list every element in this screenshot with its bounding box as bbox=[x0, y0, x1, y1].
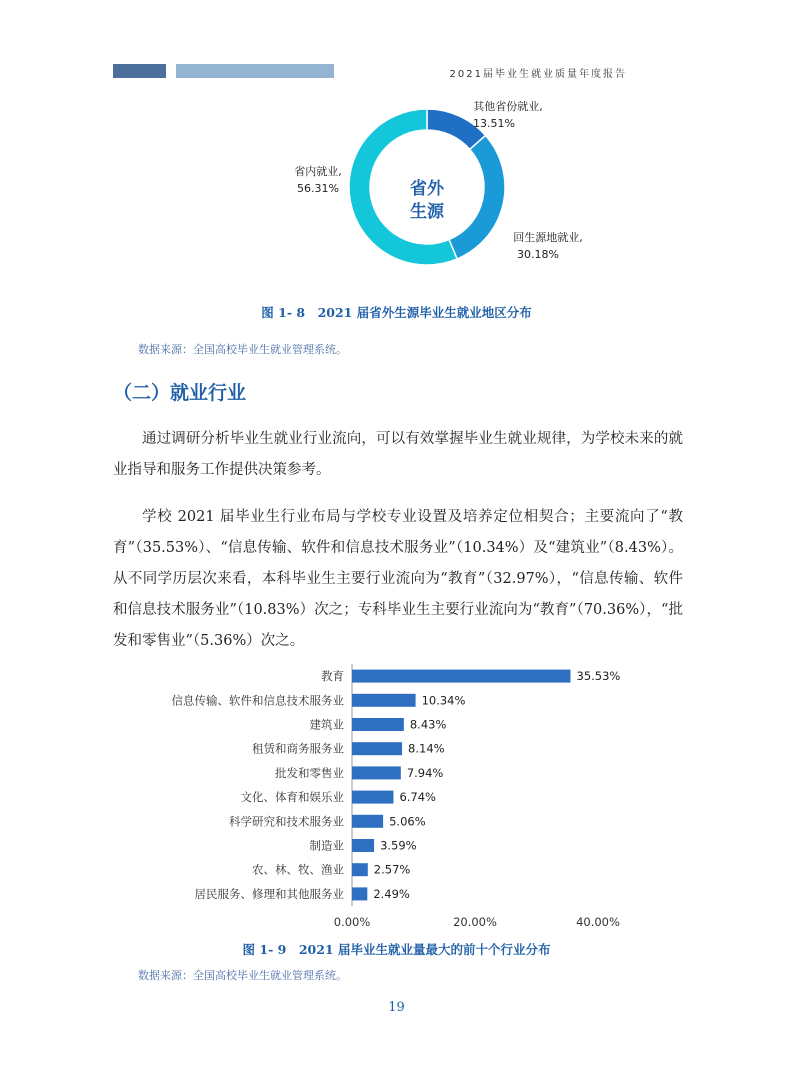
data-label: 6.74% bbox=[399, 790, 436, 805]
bar bbox=[352, 670, 571, 683]
category-label: 科学研究和技术服务业 bbox=[229, 814, 344, 829]
data-label: 5.06% bbox=[389, 814, 426, 829]
data-label: 35.53% bbox=[576, 669, 621, 684]
bar bbox=[352, 718, 404, 731]
data-label: 2.49% bbox=[373, 886, 410, 901]
data-label: 8.14% bbox=[408, 741, 445, 756]
header-title: 2021届毕业生就业质量年度报告 bbox=[449, 69, 627, 80]
data-label: 8.43% bbox=[409, 717, 447, 732]
bar-chart-content bbox=[172, 664, 621, 929]
slice-label-other-provinces: 其他省份就业, bbox=[473, 100, 543, 113]
figure1-source: 数据来源：全国高校毕业生就业管理系统。 bbox=[138, 343, 347, 356]
data-label: 10.34% bbox=[421, 693, 466, 708]
donut-slice-home-origin bbox=[449, 135, 505, 258]
donut-chart bbox=[280, 95, 610, 275]
x-tick-label: 40.00% bbox=[576, 915, 620, 929]
bar bbox=[352, 766, 401, 779]
category-label: 建筑业 bbox=[309, 717, 344, 732]
bar bbox=[352, 815, 383, 828]
bar bbox=[352, 839, 374, 852]
paragraph-1: 通过调研分析毕业生就业行业流向，可以有效掌握毕业生就业规律，为学校未来的就业指导和服务工作提供决策参考。 bbox=[113, 431, 683, 478]
category-label: 农、林、牧、渔业 bbox=[252, 862, 344, 877]
x-tick-label: 0.00% bbox=[333, 915, 371, 929]
page-number: 19 bbox=[388, 1000, 405, 1015]
category-label: 教育 bbox=[321, 669, 344, 684]
category-label: 批发和零售业 bbox=[275, 765, 344, 780]
category-label: 文化、体育和娱乐业 bbox=[240, 790, 344, 805]
category-label: 信息传输、软件和信息技术服务业 bbox=[171, 693, 344, 708]
donut-center-label-line1: 省外 bbox=[410, 179, 444, 199]
industry-bar-chart bbox=[120, 660, 640, 932]
data-label: 7.94% bbox=[406, 765, 444, 780]
bar bbox=[352, 791, 393, 804]
category-label: 租赁和商务服务业 bbox=[252, 741, 344, 756]
donut-center-label-line2: 生源 bbox=[410, 202, 444, 222]
x-tick-label: 20.00% bbox=[453, 915, 497, 929]
bar bbox=[352, 863, 368, 876]
bar bbox=[352, 742, 402, 755]
slice-label-home-origin: 回生源地就业, bbox=[513, 231, 583, 244]
slice-value-other-provinces: 13.51% bbox=[473, 117, 515, 130]
header-bar-light bbox=[176, 64, 334, 78]
slice-value-in-province: 56.31% bbox=[297, 182, 339, 195]
data-label: 3.59% bbox=[380, 838, 417, 853]
category-label: 居民服务、修理和其他服务业 bbox=[194, 886, 344, 901]
figure1-caption: 图 1- 8 2021 届省外生源毕业生就业地区分布 bbox=[261, 305, 532, 320]
figure2-caption: 图 1- 9 2021 届毕业生就业量最大的前十个行业分布 bbox=[242, 942, 551, 957]
slice-value-home-origin: 30.18% bbox=[517, 248, 559, 261]
paragraph-2: 学校 2021 届毕业生行业布局与学校专业设置及培养定位相契合；主要流向了“教育”（35.53%）、“信息传输、软件和信息技术服务业”（10.34%）及“建筑业”（8.43%）。从不同学历层次来看，本科毕业生主要行业流向为“教育”（32.97%），“信息传输、软件和信息技术服务业”（10.83%）次之；专科毕业生主要行业流向为“教育”（70.36%），“批发和零售业”（5.36%）次之。 bbox=[113, 509, 683, 649]
section-heading: （二）就业行业 bbox=[113, 382, 247, 404]
slice-label-in-province: 省内就业, bbox=[294, 165, 342, 178]
category-label: 制造业 bbox=[309, 838, 344, 853]
figure2-source: 数据来源：全国高校毕业生就业管理系统。 bbox=[138, 969, 347, 982]
header-bar-dark bbox=[113, 64, 166, 78]
data-label: 2.57% bbox=[373, 862, 411, 877]
bar bbox=[352, 694, 416, 707]
bar bbox=[352, 887, 367, 900]
